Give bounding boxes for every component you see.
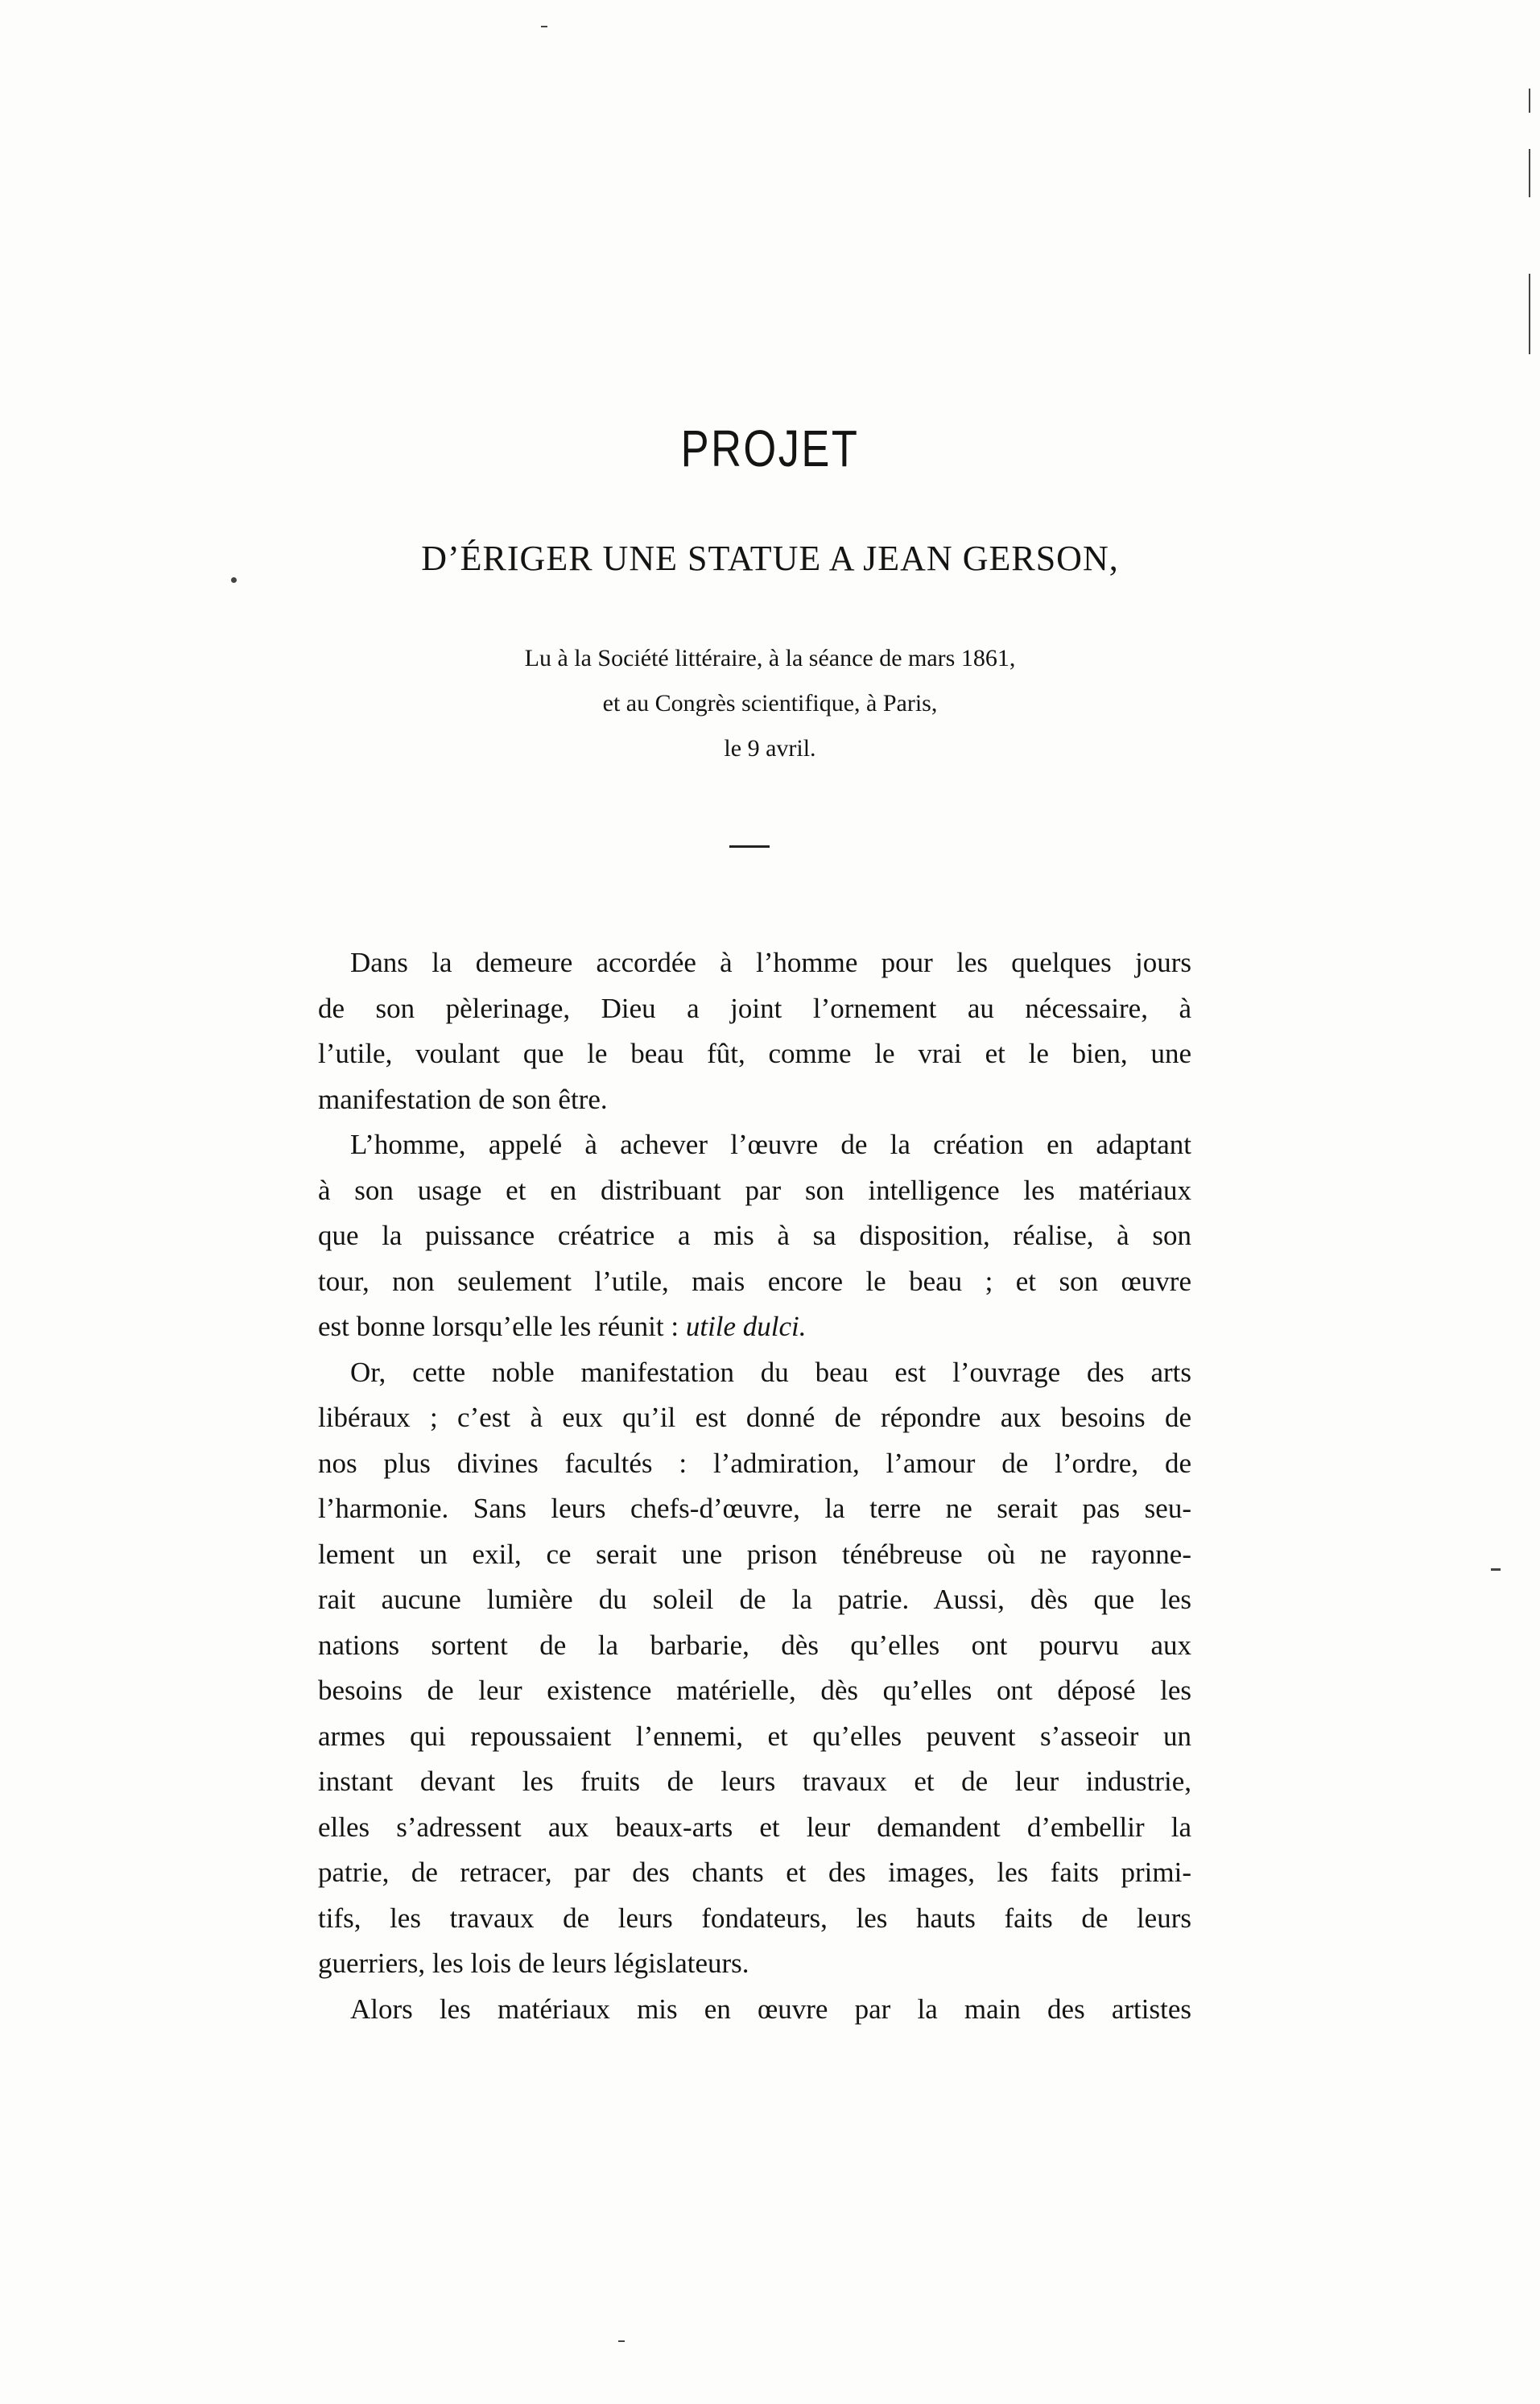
text-line: guerriers, les lois de leurs législateurs. [318, 1948, 749, 1979]
paragraph [318, 1122, 1191, 1350]
text-line: nos plus divines facultés : l’admiration, l’amour de l’ordre, de [318, 1447, 1191, 1479]
text-line: Alors les matériaux mis en œuvre par la main des artistes [350, 1993, 1191, 2025]
body-text [318, 940, 1191, 2032]
scan-speck [1529, 149, 1530, 197]
paragraph [318, 1350, 1191, 1987]
paragraph [318, 940, 1191, 1122]
paragraph [318, 1987, 1191, 2033]
scan-speck [1529, 89, 1530, 113]
scan-speck [1491, 1568, 1501, 1571]
scan-speck [231, 577, 237, 583]
text-line: que la puissance créatrice a mis à sa disposition, réalise, à son [318, 1220, 1191, 1251]
text-line: nations sortent de la barbarie, dès qu’elles ont pourvu aux [318, 1629, 1191, 1661]
text-line [318, 1304, 1191, 1350]
text-line: Or, cette noble manifestation du beau est l’ouvrage des arts [350, 1356, 1191, 1388]
text-line: instant devant les fruits de leurs travaux et de leur industrie, [318, 1766, 1191, 1797]
text-line: armes qui repoussaient l’ennemi, et qu’elles peuvent s’asseoir un [318, 1720, 1191, 1752]
reading-note-line: et au Congrès scientifique, à Paris, [602, 690, 938, 717]
text-line: tour, non seulement l’utile, mais encore le beau ; et son œuvre [318, 1265, 1191, 1297]
page-subtitle: D’ÉRIGER UNE STATUE A JEAN GERSON, [421, 539, 1119, 578]
text-line: de son pèlerinage, Dieu a joint l’ornement au nécessaire, à [318, 992, 1191, 1024]
text-line: Dans la demeure accordée à l’homme pour les quelques jours [350, 947, 1191, 978]
reading-note [0, 636, 1540, 771]
scan-speck [618, 2340, 625, 2342]
section-divider [729, 845, 770, 848]
text-line: lement un exil, ce serait une prison ténébreuse où ne rayonne- [318, 1538, 1191, 1570]
text-line-part: est bonne lorsqu’elle les réunit : [318, 1311, 686, 1342]
text-line: à son usage et en distribuant par son intelligence les matériaux [318, 1174, 1191, 1206]
text-line: patrie, de retracer, par des chants et des images, les faits primi- [318, 1857, 1191, 1888]
text-line: L’homme, appelé à achever l’œuvre de la création en adaptant [350, 1129, 1191, 1160]
page-title: PROJET [680, 419, 860, 477]
reading-note-line: le 9 avril. [724, 735, 816, 762]
scan-speck [1529, 274, 1530, 354]
text-line: l’utile, voulant que le beau fût, comme le vrai et le bien, une [318, 1038, 1191, 1069]
reading-note-line: Lu à la Société littéraire, à la séance de mars 1861, [524, 645, 1016, 671]
text-line: l’harmonie. Sans leurs chefs-d’œuvre, la terre ne serait pas seu- [318, 1493, 1191, 1524]
text-line: libéraux ; c’est à eux qu’il est donné de répondre aux besoins de [318, 1402, 1191, 1433]
scan-speck [541, 26, 547, 27]
text-line: besoins de leur existence matérielle, dès qu’elles ont déposé les [318, 1675, 1191, 1706]
text-line: manifestation de son être. [318, 1083, 608, 1115]
text-line: rait aucune lumière du soleil de la patrie. Aussi, dès que les [318, 1584, 1191, 1615]
text-line: elles s’adressent aux beaux-arts et leur demandent d’embellir la [318, 1811, 1191, 1843]
text-line: tifs, les travaux de leurs fondateurs, les hauts faits de leurs [318, 1902, 1191, 1934]
latin-quote: utile dulci. [685, 1311, 807, 1342]
